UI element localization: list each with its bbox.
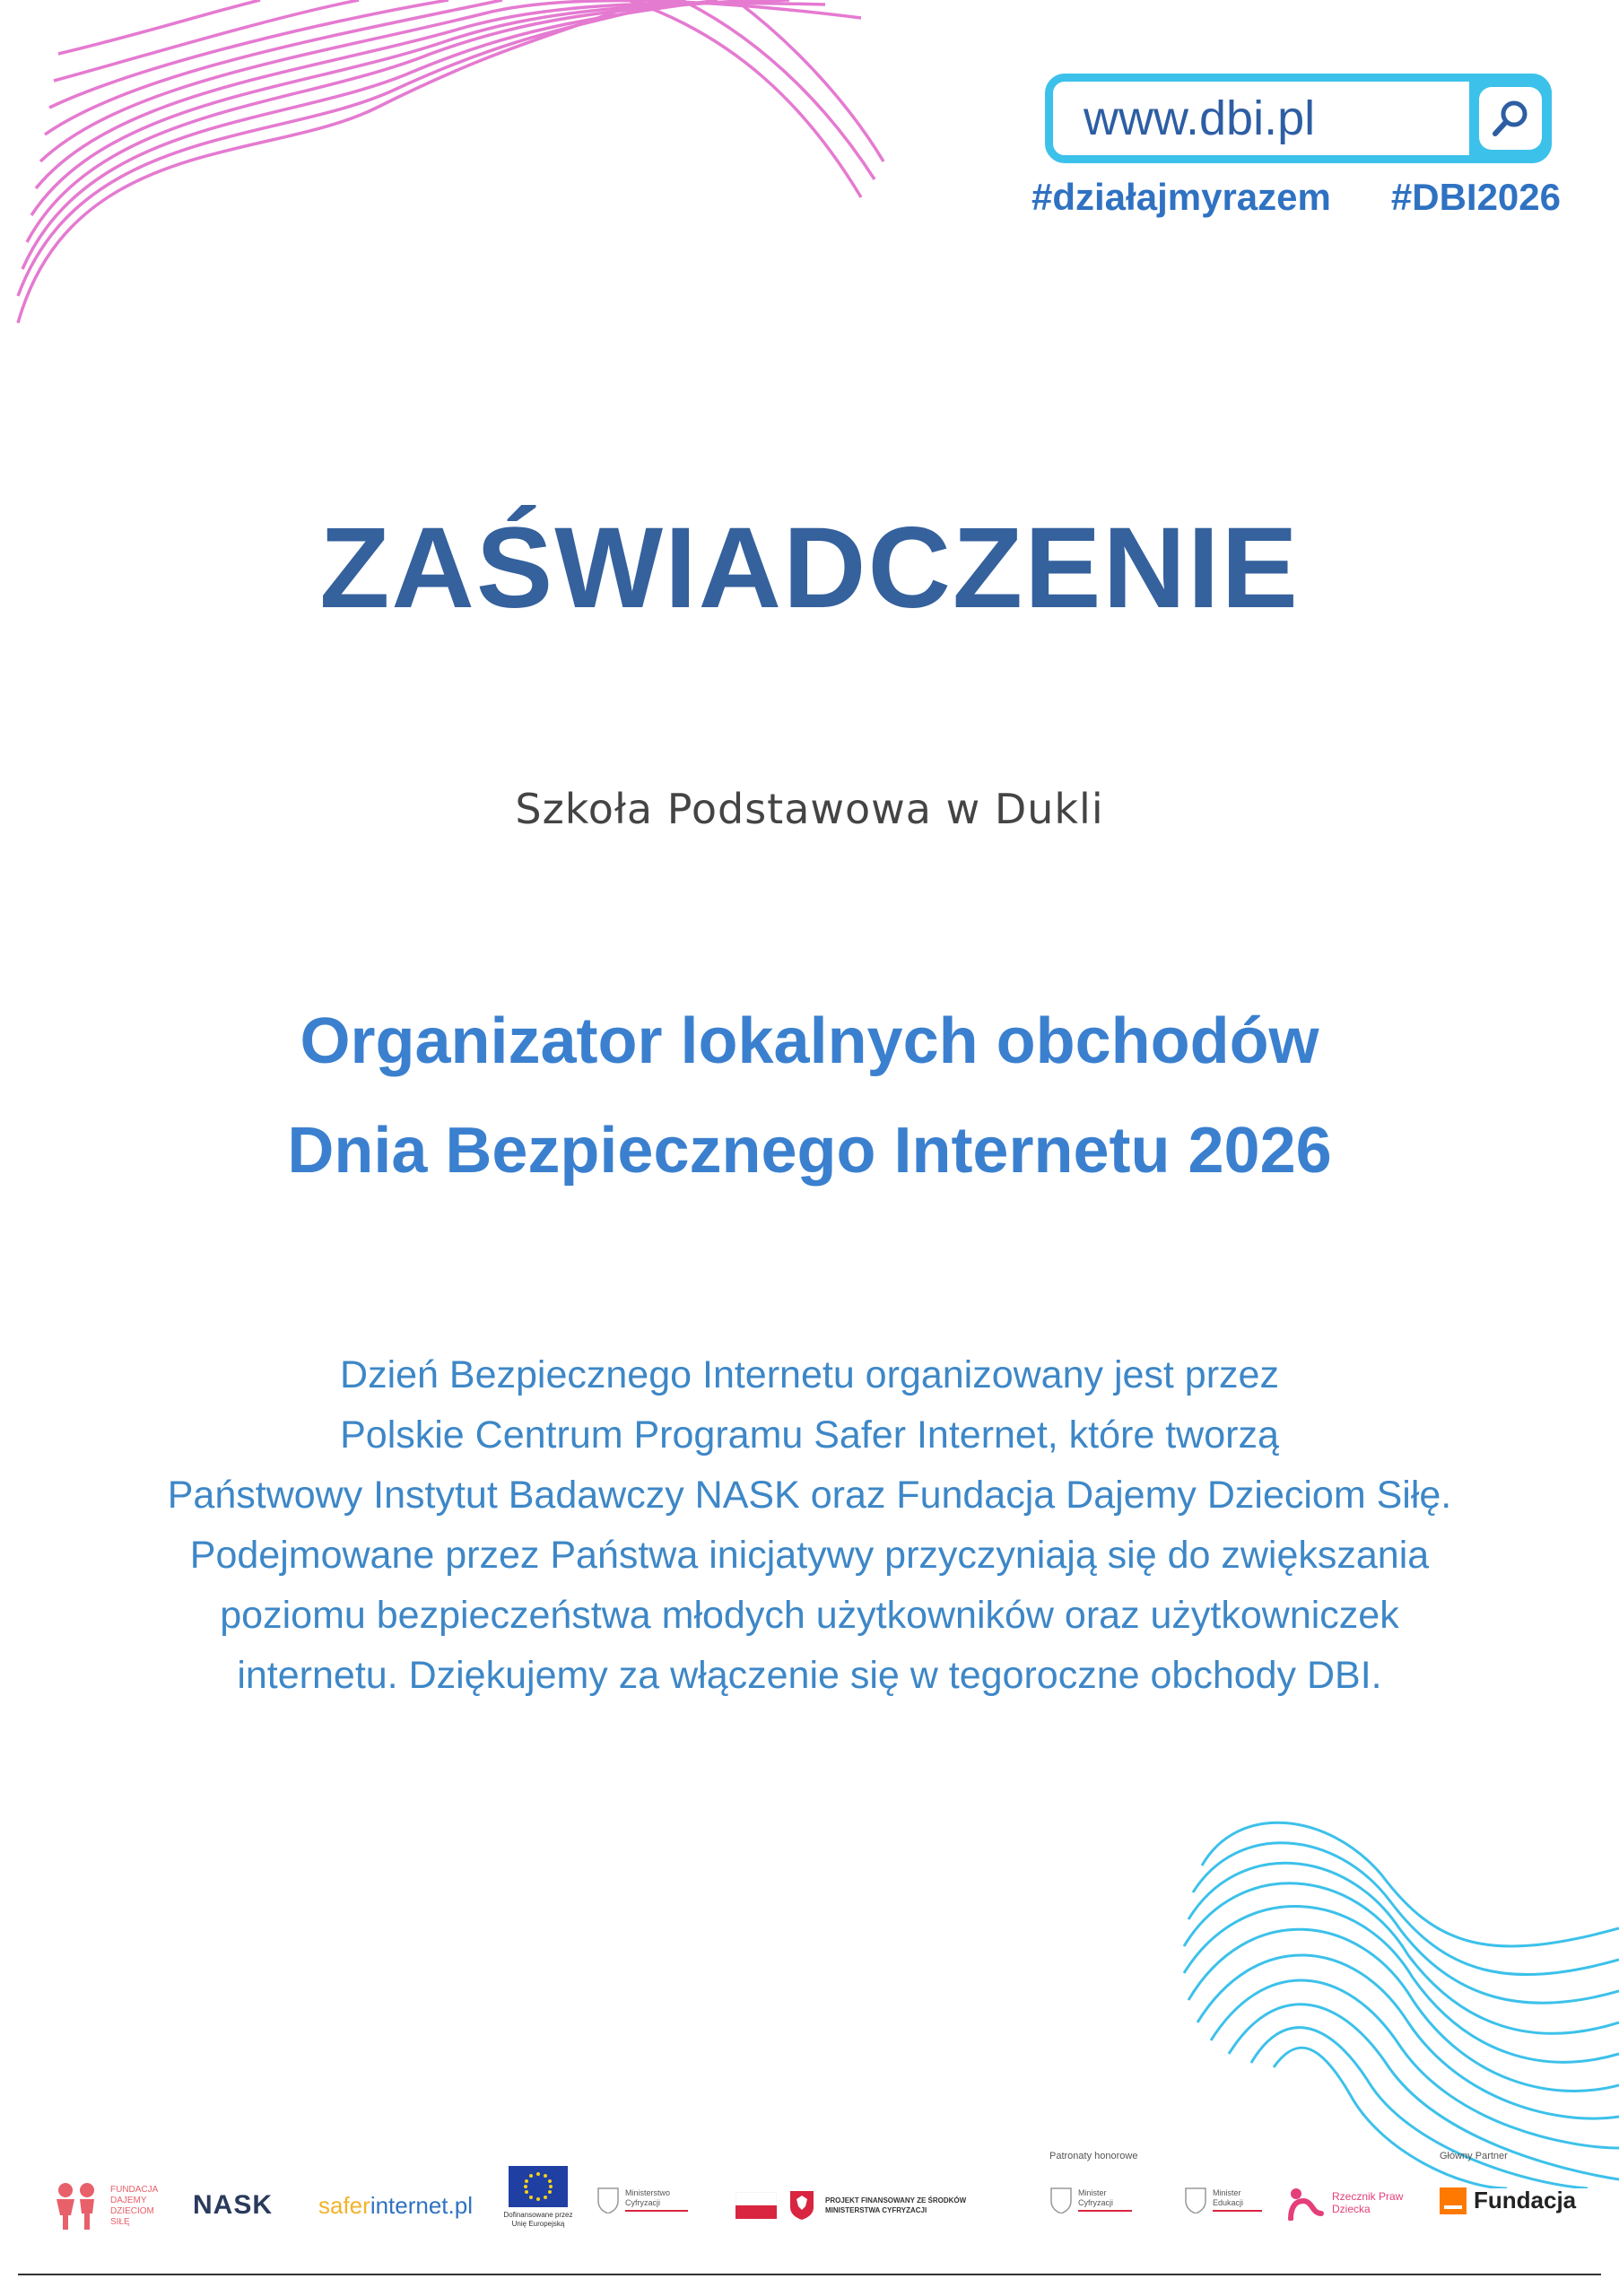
- url-text: www.dbi.pl: [1084, 91, 1316, 145]
- patronage-label: Patronaty honorowe: [1049, 2151, 1138, 2161]
- eu-caption: Dofinansowane przez Unię Europejską: [503, 2211, 573, 2228]
- polish-eagle-icon: [789, 2190, 814, 2221]
- project-funding-text: PROJEKT FINANSOWANY ZE ŚRODKÓW MINISTERSTWA CYFRYZACJI: [825, 2196, 967, 2214]
- url-search-box[interactable]: [1045, 74, 1552, 163]
- body-line: Dzień Bezpiecznego Internetu organizowany jest przez: [340, 1353, 1279, 1396]
- orange-fundacja-logo: [1440, 2187, 1576, 2214]
- certificate-title: ZAŚWIADCZENIE: [319, 504, 1300, 632]
- rpd-text: Rzecznik Praw Dziecka: [1332, 2190, 1404, 2215]
- minister-edukacji-logo: [1184, 2187, 1262, 2213]
- search-icon: [1489, 97, 1532, 140]
- saferinternet-logo: [318, 2192, 473, 2220]
- eu-flag-icon: [509, 2166, 568, 2207]
- award-line-2: Dnia Bezpiecznego Internetu 2026: [287, 1115, 1332, 1187]
- orange-square-icon: [1440, 2187, 1467, 2214]
- hashtag-dbi2026: #DBI2026: [1390, 176, 1561, 218]
- children-icon: [49, 2179, 103, 2233]
- nask-text: NASK: [193, 2190, 274, 2220]
- eagle-emblem-icon: [1049, 2187, 1073, 2213]
- internet-text: internet.pl: [370, 2192, 473, 2219]
- footer-divider: [18, 2274, 1601, 2275]
- award-title: [0, 987, 1619, 1205]
- minister-cyfryzacji-logo: [1049, 2187, 1132, 2213]
- body-line: Podejmowane przez Państwa inicjatywy przyczyniają się do zwiększania: [189, 1534, 1430, 1577]
- body-line: Polskie Centrum Programu Safer Internet, które tworzą: [340, 1413, 1279, 1457]
- fundacja-text: Fundacja: [1474, 2187, 1577, 2213]
- body-line: poziomu bezpieczeństwa młodych użytkowników oraz użytkowniczek: [220, 1594, 1399, 1637]
- rpd-emblem-icon: [1287, 2185, 1327, 2221]
- recipient-name: Szkoła Podstawowa w Dukli: [515, 785, 1104, 833]
- eagle-emblem-icon: [596, 2187, 620, 2213]
- minister-edukacji-text: Minister Edukacji: [1213, 2188, 1262, 2212]
- search-button[interactable]: [1469, 74, 1552, 163]
- ministerstwo-cyfryzacji-text: Ministerstwo Cyfryzacji: [625, 2188, 688, 2212]
- fdds-logo: [49, 2179, 175, 2233]
- award-line-1: Organizator lokalnych obchodów: [300, 1005, 1319, 1077]
- hashtag-dzialajmy: #działajmyrazem: [1031, 176, 1331, 218]
- safer-text: safer: [318, 2192, 370, 2219]
- pink-wave-decoration: [0, 0, 897, 341]
- body-line: internetu. Dziękujemy za włączenie się w tegoroczne obchody DBI.: [237, 1654, 1382, 1697]
- polish-flag-icon: [736, 2192, 777, 2219]
- main-partner-label: Główny Partner: [1440, 2151, 1508, 2161]
- footer-logos: [0, 2126, 1619, 2233]
- nask-logo: [193, 2190, 273, 2221]
- body-paragraph: [0, 1345, 1619, 1706]
- project-funding-logo: [736, 2190, 1005, 2221]
- fdds-text: FUNDACJA DAJEMY DZIECIOM SIŁĘ: [110, 2185, 158, 2227]
- eagle-emblem-icon: [1184, 2187, 1207, 2213]
- body-line: Państwowy Instytut Badawczy NASK oraz Fundacja Dajemy Dzieciom Siłę.: [167, 1474, 1452, 1517]
- rpd-logo: [1287, 2185, 1404, 2221]
- hashtags: [1031, 176, 1561, 219]
- ministerstwo-cyfryzacji-logo: [596, 2187, 688, 2213]
- minister-cyfryzacji-text: Minister Cyfryzacji: [1078, 2188, 1132, 2212]
- eu-logo: [502, 2166, 574, 2229]
